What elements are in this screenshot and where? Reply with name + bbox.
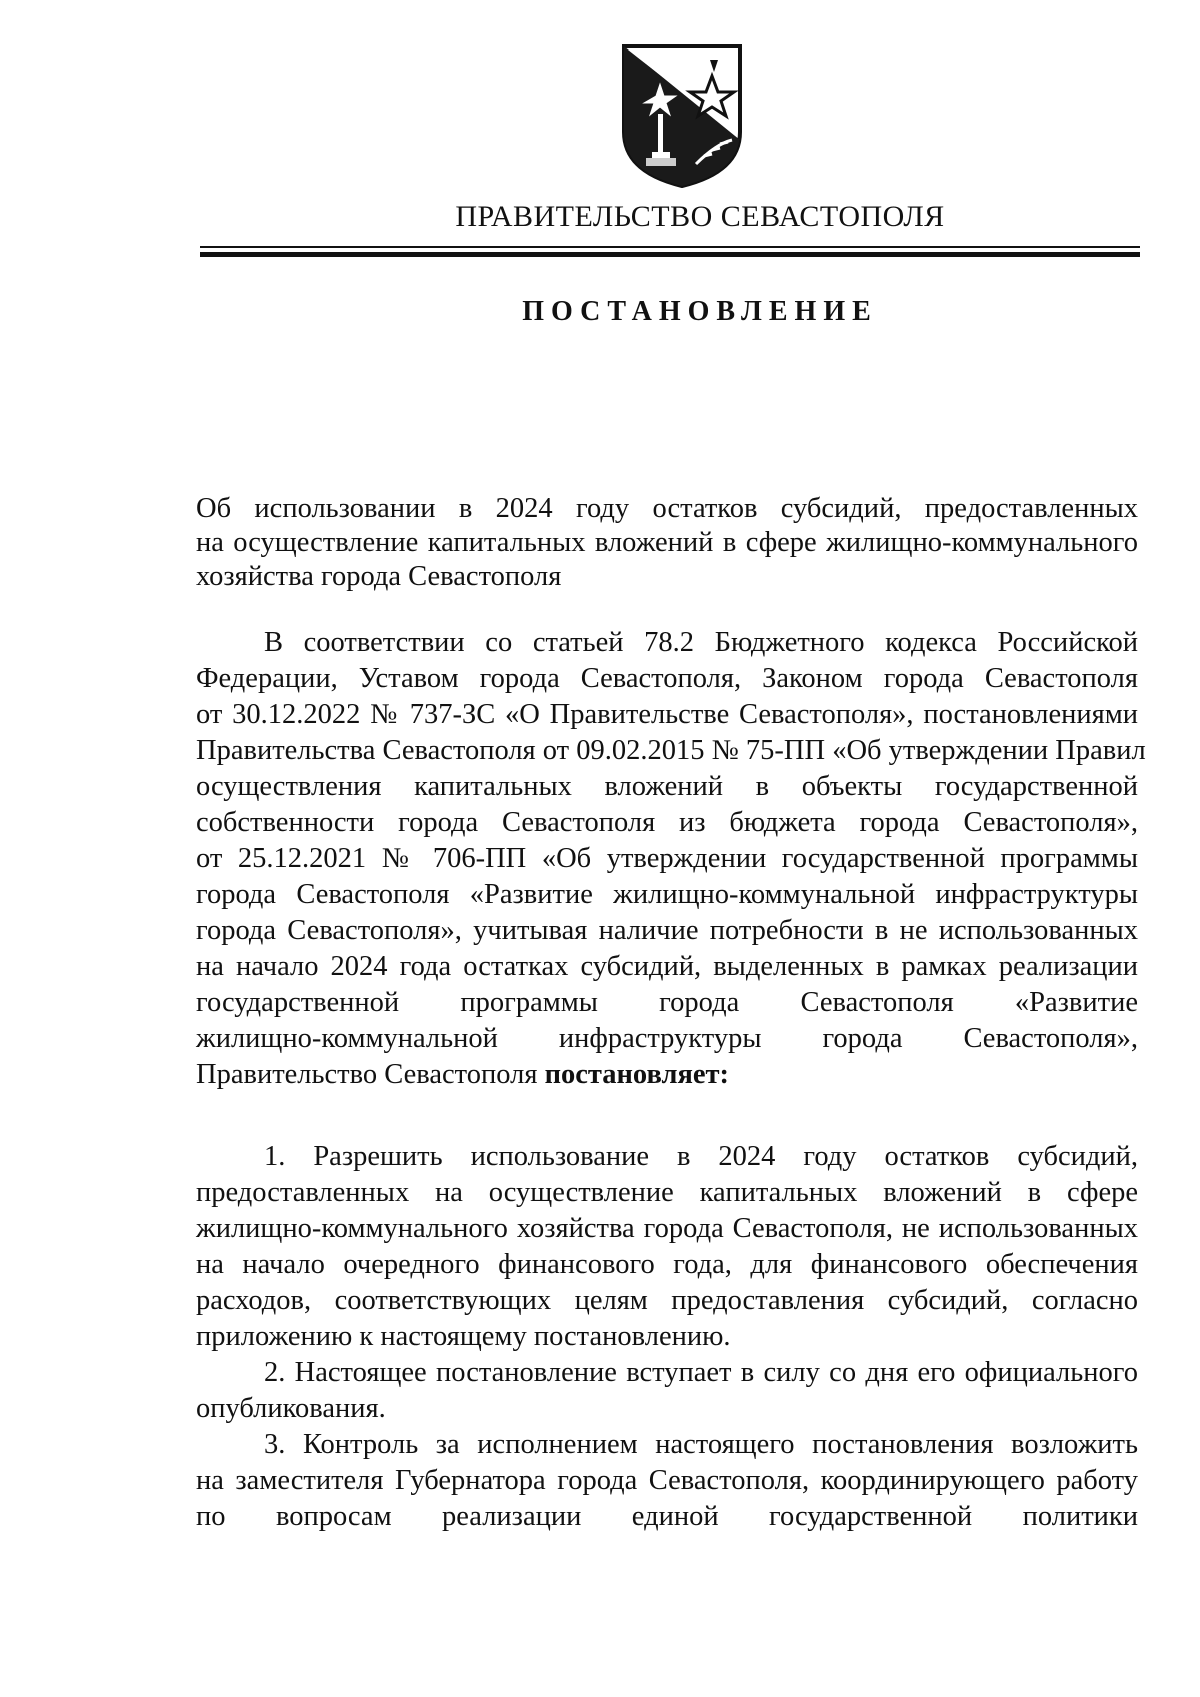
preamble-line: города Севастополя», учитывая наличие потребности в не использованных [196,915,1138,946]
preamble-line: государственной программы города Севастополя «Развитие [196,987,1138,1018]
item-2-line: 2. Настоящее постановление вступает в силу со дня его официального [264,1357,1138,1388]
preamble-line: от 25.12.2021 № 706-ПП «Об утверждении государственной программы [196,843,1138,874]
preamble-line: жилищно-коммунальной инфраструктуры города Севастополя», [196,1023,1138,1054]
preamble-line: Федерации, Уставом города Севастополя, Законом города Севастополя [196,663,1138,694]
subject-line: Об использовании в 2024 году остатков субсидий, предоставленных [196,493,1138,524]
item-1-line: предоставленных на осуществление капитальных вложений в сфере [196,1177,1138,1208]
preamble-line: на начало 2024 года остатках субсидий, выделенных в рамках реализации [196,951,1138,982]
item-3-line: по вопросам реализации единой государственной политики [196,1501,1138,1532]
preamble-final-text: Правительство Севастополя [196,1059,545,1090]
subject-line: хозяйства города Севастополя [196,561,562,592]
item-1-line: расходов, соответствующих целям предоставления субсидий, согласно [196,1285,1138,1316]
preamble-line: собственности города Севастополя из бюджета города Севастополя», [196,807,1138,838]
item-1-line: 1. Разрешить использование в 2024 году остатков субсидий, [264,1141,1138,1172]
preamble-line: от 30.12.2022 № 737-ЗС «О Правительстве Севастополя», постановлениями [196,699,1138,730]
organization-name: ПРАВИТЕЛЬСТВО СЕВАСТОПОЛЯ [455,200,945,233]
coat-of-arms-emblem [616,44,748,190]
header-rule-thin [200,246,1140,248]
item-1-line: на начало очередного финансового года, для финансового обеспечения [196,1249,1138,1280]
item-3-line: на заместителя Губернатора города Севастополя, координирующего работу [196,1465,1138,1496]
preamble-line-final [196,1057,1138,1093]
item-2-line: опубликования. [196,1393,386,1424]
item-1-line: приложению к настоящему постановлению. [196,1321,731,1352]
item-1-line: жилищно-коммунального хозяйства города Севастополя, не использованных [196,1213,1138,1244]
preamble-line: города Севастополя «Развитие жилищно-коммунальной инфраструктуры [196,879,1138,910]
resolution-keyword: постановляет: [544,1059,730,1090]
preamble-line: осуществления капитальных вложений в объекты государственной [196,771,1138,802]
preamble-line: Правительства Севастополя от 09.02.2015 № 75-ПП «Об утверждении Правил [196,735,1146,766]
header-rule-thick [200,252,1140,257]
document-type-title: ПОСТАНОВЛЕНИЕ [522,296,878,327]
subject-line: на осуществление капитальных вложений в сфере жилищно-коммунального [196,527,1138,558]
item-3-line: 3. Контроль за исполнением настоящего постановления возложить [264,1429,1138,1460]
preamble-line: В соответствии со статьей 78.2 Бюджетного кодекса Российской [264,627,1138,658]
